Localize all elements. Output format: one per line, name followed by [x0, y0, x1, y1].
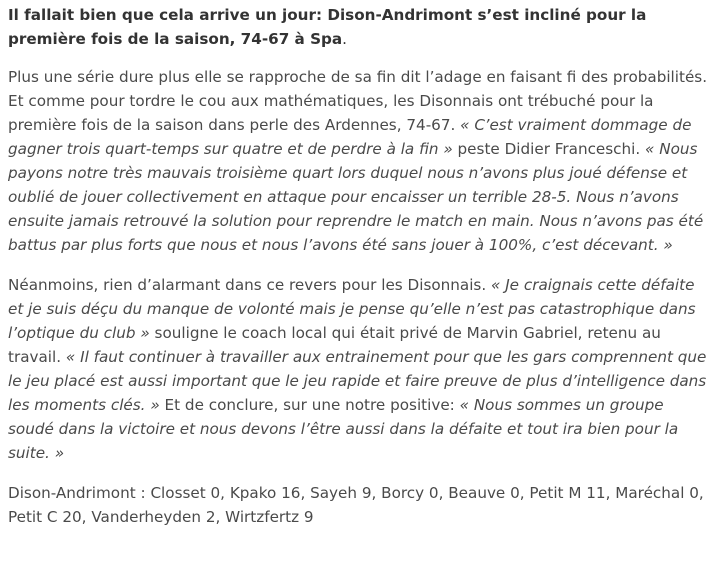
article-lead: [8, 3, 708, 51]
quote-run: « Nous sommes un groupe soudé dans la victoire et nous devons l’être aussi dans la défaite et tout ira bien pour la suite. »: [8, 396, 679, 462]
text-run: peste Didier Franceschi.: [452, 140, 646, 158]
lineup-text: Dison-Andrimont : Closset 0, Kpako 16, Sayeh 9, Borcy 0, Beauve 0, Petit M 11, Maréchal 0, Petit C 20, Vanderheyden 2, Wirtzfertz 9: [8, 484, 704, 526]
paragraph-1: [8, 65, 708, 257]
text-run: souligne le coach local qui était privé de Marvin Gabriel, retenu au travail.: [8, 324, 661, 366]
lead-text: Il fallait bien que cela arrive un jour: Dison-Andrimont s’est incliné pour la première fois de la saison, 74-67 à Spa: [8, 6, 647, 48]
lead-period: .: [342, 30, 347, 48]
team-lineup: [8, 481, 708, 529]
quote-run: « Je craignais cette défaite et je suis déçu du manque de volonté mais je pense qu’elle n’est pas catastrophique dans l’optique du club »: [8, 276, 696, 342]
quote-run: « C’est vraiment dommage de gagner trois quart-temps sur quatre et de perdre à la fin »: [8, 116, 692, 158]
text-run: Plus une série dure plus elle se rapproche de sa fin dit l’adage en faisant fi des probabilités. Et comme pour tordre le cou aux mathématiques, les Disonnais ont trébuché pour la première fois de la saison dans perle des Ardennes, 74-67.: [8, 68, 708, 134]
quote-run: « Nous payons notre très mauvais troisième quart lors duquel nous n’avons plus joué défense et oublié de jouer collectivement en attaque pour encaisser un terrible 28-5. Nous n’avons ensuite jamais retrouvé la solution pour reprendre le match en main. Nous n’avons pas été battus par plus forts que nous et nous l’avons été sans jouer à 100%, c’est décevant. »: [8, 140, 704, 254]
text-run: Et de conclure, sur une notre positive:: [159, 396, 460, 414]
paragraph-2: [8, 273, 708, 465]
text-run: Néanmoins, rien d’alarmant dans ce revers pour les Disonnais.: [8, 276, 491, 294]
quote-run: « Il faut continuer à travailler aux entrainement pour que les gars comprennent que le jeu placé est aussi important que le jeu rapide et faire preuve de plus d’intelligence dans les moments clés. »: [8, 348, 707, 414]
